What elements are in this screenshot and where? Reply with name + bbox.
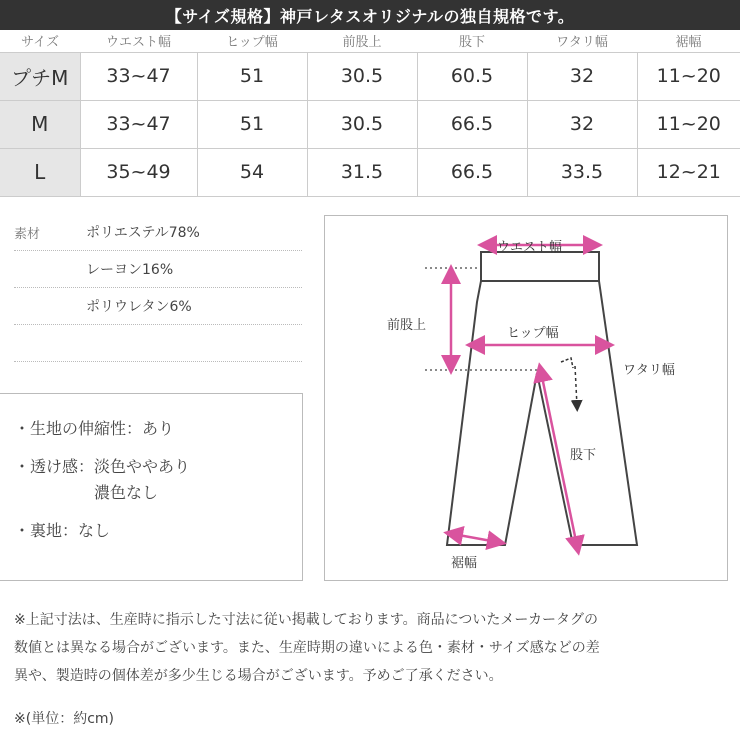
material-item: レーヨン16% bbox=[86, 262, 174, 278]
thigh-label: ワタリ幅 bbox=[623, 363, 675, 378]
table-row bbox=[0, 52, 740, 100]
column-header: 前股上 bbox=[342, 35, 382, 51]
rise-label: 前股上 bbox=[387, 318, 427, 333]
feature-label: ・透け感： bbox=[14, 457, 95, 476]
note-line: 数値とは異なる場合がございます。また、生産時期の違いによる色・素材・サイズ感などの差 bbox=[14, 640, 600, 656]
table-cell: 30.5 bbox=[307, 100, 417, 148]
pants-outline bbox=[447, 252, 637, 545]
pants-diagram-svg bbox=[325, 216, 729, 582]
table-cell: 66.5 bbox=[417, 148, 527, 196]
column-header: ワタリ幅 bbox=[556, 35, 608, 51]
material-item: ポリウレタン6% bbox=[86, 299, 192, 315]
table-cell: 33~47 bbox=[80, 100, 197, 148]
table-cell: 11~20 bbox=[637, 52, 740, 100]
reference-lines bbox=[425, 268, 540, 370]
table-cell: 11~20 bbox=[637, 100, 740, 148]
table-row bbox=[0, 148, 740, 196]
column-header: 股下 bbox=[458, 35, 485, 51]
measurement-diagram bbox=[324, 215, 728, 581]
hem-label: 裾幅 bbox=[451, 556, 478, 571]
thigh-marker bbox=[561, 358, 577, 406]
table-cell: 60.5 bbox=[417, 52, 527, 100]
size-spec-header bbox=[0, 0, 740, 30]
feature-sheerness bbox=[14, 454, 302, 506]
material-row-empty bbox=[14, 325, 302, 362]
column-header: ウエスト幅 bbox=[105, 35, 171, 51]
material-item: ポリエステル78% bbox=[86, 225, 200, 241]
table-cell: 51 bbox=[197, 100, 307, 148]
materials-list bbox=[14, 214, 302, 362]
feature-label: ・裏地： bbox=[14, 521, 79, 540]
table-cell: 32 bbox=[527, 100, 637, 148]
feature-value: あり bbox=[142, 419, 175, 438]
fabric-features-box bbox=[0, 393, 303, 581]
table-row bbox=[0, 100, 740, 148]
column-header: ヒップ幅 bbox=[226, 35, 278, 51]
size-table bbox=[0, 30, 740, 197]
feature-lining bbox=[14, 518, 302, 544]
feature-label: ・生地の伸縮性： bbox=[14, 419, 143, 438]
table-cell: 31.5 bbox=[307, 148, 417, 196]
table-cell: 12~21 bbox=[637, 148, 740, 196]
table-cell: 66.5 bbox=[417, 100, 527, 148]
waistband-shape bbox=[481, 252, 599, 281]
feature-value: なし bbox=[78, 521, 111, 540]
header-title: 【サイズ規格】神戸レタスオリジナルの独自規格です。 bbox=[165, 6, 575, 26]
table-cell: 33~47 bbox=[80, 52, 197, 100]
size-name-cell: M bbox=[0, 100, 80, 148]
size-name-cell: L bbox=[0, 148, 80, 196]
inseam-label: 股下 bbox=[570, 448, 597, 463]
waist-label: ウエスト幅 bbox=[497, 240, 563, 255]
material-row bbox=[14, 251, 302, 288]
table-cell: 30.5 bbox=[307, 52, 417, 100]
pants-body-shape bbox=[447, 281, 637, 545]
table-cell: 54 bbox=[197, 148, 307, 196]
note-line: ※上記寸法は、生産時に指示した寸法に従い掲載しております。商品についたメーカータグの bbox=[14, 612, 599, 628]
material-row bbox=[14, 214, 302, 251]
feature-value: 濃色なし bbox=[94, 483, 159, 502]
table-cell: 32 bbox=[527, 52, 637, 100]
hip-label: ヒップ幅 bbox=[507, 326, 559, 341]
column-header: 裾幅 bbox=[675, 35, 702, 51]
note-line: 異や、製造時の個体差が多少生じる場合がございます。予めご了承ください。 bbox=[14, 668, 503, 684]
table-header-row bbox=[0, 30, 740, 52]
feature-value: 淡色ややあり bbox=[94, 457, 191, 476]
table-cell: 51 bbox=[197, 52, 307, 100]
column-header: サイズ bbox=[21, 35, 59, 51]
unit-note: ※(単位：約cm) bbox=[14, 711, 114, 727]
materials-label: 素材 bbox=[14, 226, 41, 242]
table-cell: 35~49 bbox=[80, 148, 197, 196]
disclaimer-notes bbox=[14, 606, 734, 690]
material-row bbox=[14, 288, 302, 325]
size-name-cell: プチM bbox=[0, 52, 80, 100]
feature-stretch bbox=[14, 416, 302, 442]
table-cell: 33.5 bbox=[527, 148, 637, 196]
hem-arrow bbox=[453, 534, 497, 542]
